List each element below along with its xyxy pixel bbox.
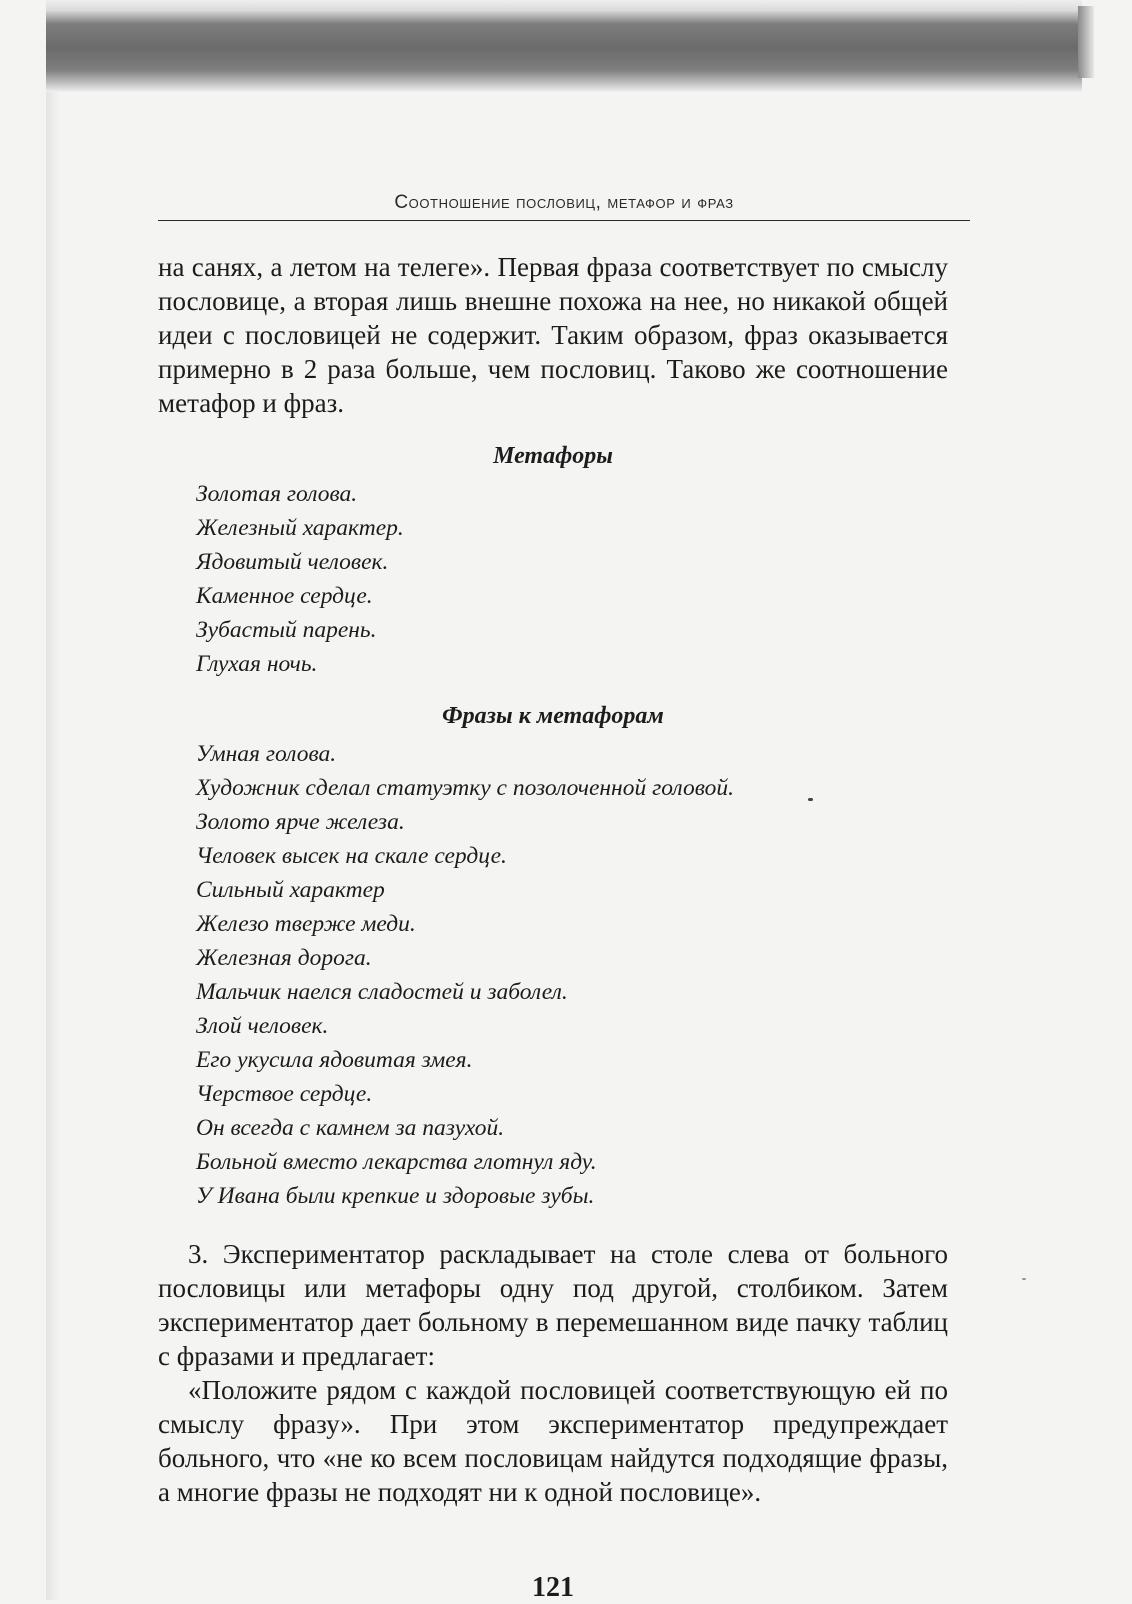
scan-speck — [808, 798, 813, 801]
metaphor-item: Железный характер. — [196, 515, 404, 541]
phrase-item: Мальчик наелся сладостей и заболел. — [196, 979, 568, 1005]
metaphor-item: Ядовитый человек. — [196, 549, 389, 575]
instruction-paragraph: «Положите рядом с каждой пословицей соответствующую ей по смыслу фразу». При этом экспериментатор предупреждает больного, что «не ко всем пословицам найдутся подходящие фразы, а многие фразы не подходят ни к одной пословице». — [158, 1375, 948, 1507]
phrase-item: Больной вместо лекарства глотнул яду. — [196, 1149, 597, 1175]
phrase-item: Злой человек. — [196, 1013, 329, 1039]
scan-speck — [1022, 1278, 1026, 1280]
phrase-item: Железо тверже меди. — [196, 911, 416, 937]
phrase-item: Золото ярче железа. — [196, 809, 405, 835]
phrases-list — [196, 737, 734, 1213]
phrase-item: Сильный характер — [196, 877, 385, 903]
metaphors-heading: Метафоры — [493, 443, 613, 469]
phrase-item: Железная дорога. — [196, 945, 372, 971]
phrase-item: Художник сделал статуэтку с позолоченной головой. — [196, 775, 734, 801]
metaphor-item: Глухая ночь. — [196, 651, 318, 677]
phrase-item: Он всегда с камнем за пазухой. — [196, 1115, 505, 1141]
phrases-heading: Фразы к метафорам — [442, 703, 664, 729]
running-head-text: Соотношение пословиц, метафор и фраз — [394, 192, 734, 213]
scan-edge-shade — [46, 92, 60, 1600]
phrase-item: Его укусила ядовитая змея. — [196, 1047, 473, 1073]
metaphor-item: Золотая голова. — [196, 481, 358, 507]
intro-paragraph: на санях, а летом на телеге». Первая фраза соответствует по смыслу пословице, а вторая лишь внешне похожа на нее, но никакой общей идеи с пословицей не содержит. Таким образом, фраз оказывается примерно в 2 раза больше, чем пословиц. Таково же соотношение метафор и фраз. — [158, 252, 948, 418]
phrase-item: Умная голова. — [196, 741, 337, 767]
phrase-item: Черствое сердце. — [196, 1081, 373, 1107]
running-head — [158, 192, 970, 221]
scan-shadow-band — [46, 0, 1082, 92]
metaphor-item: Каменное сердце. — [196, 583, 373, 609]
metaphors-list — [196, 477, 404, 681]
phrase-item: Человек высек на скале сердце. — [196, 843, 507, 869]
metaphor-item: Зубастый парень. — [196, 617, 377, 643]
step-3-paragraph: 3. Экспериментатор раскладывает на столе слева от больного пословицы или метафоры одну под другой, столбиком. Затем экспериментатор дает больному в перемешанном виде пачку таблиц с фразами и предлагает: — [158, 1239, 948, 1371]
phrase-item: У Ивана были крепкие и здоровые зубы. — [196, 1183, 595, 1209]
page-number: 121 — [532, 1572, 574, 1603]
